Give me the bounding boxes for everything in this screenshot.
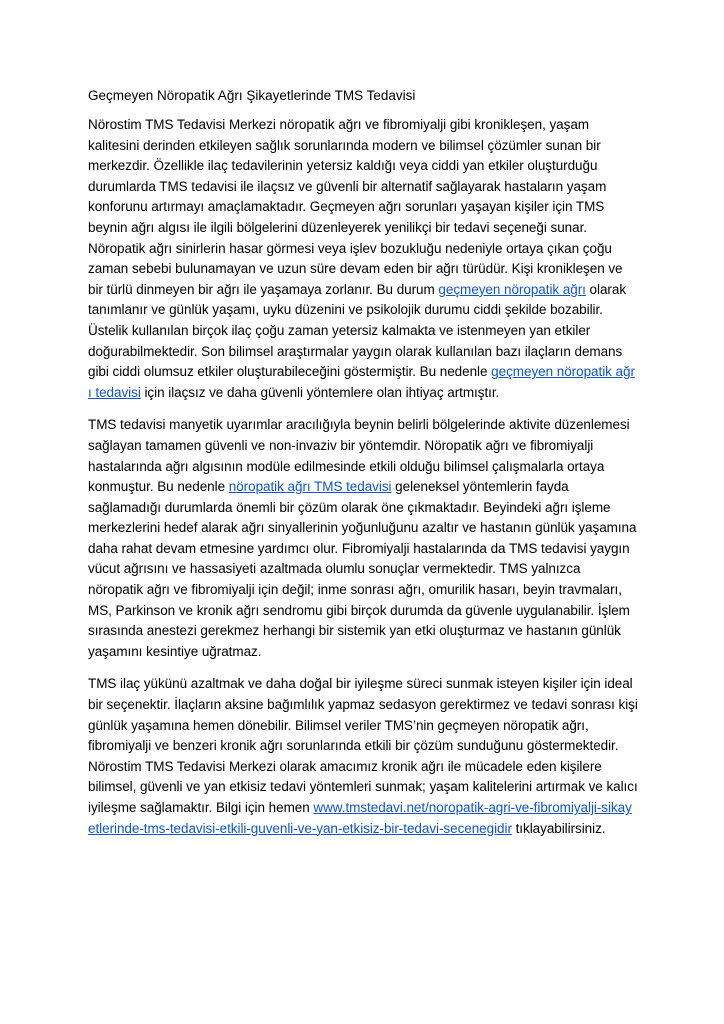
paragraph-2-text-b: geleneksel yöntemlerin fayda sağlamadığı durumlarda önemli bir çözüm olarak öne çıkmaktadır. Beyindeki ağrı işleme merkezlerini hedef alarak ağrı sinyallerinin yoğunluğunu azaltır ve hastanın günlük yaşamına daha rahat devam etmesine yardımcı olur. Fibromiyalji hastalarında da TMS tedavisi yaygın vücut ağrısını ve hassasiyeti azaltmada olumlu sonuçlar vermektedir. TMS yalnızca nöropatik ağrı ve fibromiyalji için değil; inme sonrası ağrı, omurilik hasarı, beyin travmaları, MS, Parkinson ve kronik ağrı sendromu gibi birçok durumda da güvenle uygulanabilir. İşlem sırasında anestezi gerekmez herhangi bir sistemik yan etki oluşturmaz ve hastanın günlük yaşamını kesintiye uğratmaz.	[88, 479, 637, 659]
paragraph-2	[88, 415, 638, 662]
link-tmstedavi-url[interactable]: www.tmstedavi.net/noropatik-agri-ve-fibromiyalji-sikayetlerinde-tms-tedavisi-etkili-guvenli-ve-yan-etkisiz-bir-tedavi-secenegidir	[88, 800, 632, 836]
link-gecmeyen-noropatik-agri-tedavisi[interactable]: geçmeyen nöropatik ağrı tedavisi	[88, 364, 635, 400]
paragraph-1-text-b: olarak tanımlanır ve günlük yaşamı, uyku düzenini ve psikolojik durumu ciddi şekilde bozabilir. Üstelik kullanılan birçok ilaç çoğu zaman yetersiz kalmakta ve istenmeyen yan etkiler doğurabilmektedir. Son bilimsel araştırmalar yaygın olarak kullanılan bazı ilaçların demans gibi ciddi olumsuz etkiler oluşturabileceğini göstermiştir. Bu nedenle	[88, 281, 627, 380]
link-noropatik-agri-tms-tedavisi[interactable]: nöropatik ağrı TMS tedavisi	[228, 479, 392, 495]
paragraph-1-text-a: Nörostim TMS Tedavisi Merkezi nöropatik ağrı ve fibromiyalji gibi kronikleşen, yaşam kalitesini derinden etkileyen sağlık sorunlarında modern ve bilimsel çözümler sunan bir merkezdir. Özellikle ilaç tedavilerinin yetersiz kaldığı veya ciddi yan etkiler oluşturduğu durumlarda TMS tedavisi ile ilaçsız ve güvenli bir alternatif sağlayarak hastaların yaşam konforunu artırmayı amaçlamaktadır. Geçmeyen ağrı sorunları yaşayan kişiler için TMS beynin ağrı algısı ile ilgili bölgelerini düzenleyerek yenilikçi bir tedavi seçeneği sunar. Nöropatik ağrı sinirlerin hasar görmesi veya işlev bozukluğu nedeniyle ortaya çıkan çoğu zaman sebebi bulunamayan ve uzun süre devam eden bir ağrı türüdür. Kişi kronikleşen ve bir türlü dinmeyen bir ağrı ile yaşamaya zorlanır. Bu durum	[88, 117, 623, 297]
paragraph-3	[88, 674, 638, 839]
paragraph-1-text-c: için ilaçsız ve daha güvenli yöntemlere olan ihtiyaç artmıştır.	[140, 384, 500, 400]
paragraph-2-text-a: TMS tedavisi manyetik uyarımlar aracılığıyla beynin belirli bölgelerinde aktivite düzenlemesi sağlayan tamamen güvenli ve non-invaziv bir yöntemdir. Nöropatik ağrı ve fibromiyalji hastalarında ağrı algısının modüle edilmesinde etkili olduğu bilimsel çalışmalarla ortaya konmuştur. Bu nedenle	[88, 417, 630, 495]
paragraph-3-text-a: TMS ilaç yükünü azaltmak ve daha doğal bir iyileşme süreci sunmak isteyen kişiler için ideal bir seçenektir. İlaçların aksine bağımlılık yapmaz sedasyon gerektirmez ve tedavi sonrası kişi günlük yaşamına hemen dönebilir. Bilimsel veriler TMS’nin geçmeyen nöropatik ağrı, fibromiyalji ve benzeri kronik ağrı sorunlarında etkili bir çözüm sunduğunu göstermektedir. Nörostim TMS Tedavisi Merkezi olarak amacımız kronik ağrı ile mücadele eden kişilere bilimsel, güvenli ve yan etkisiz tedavi yöntemleri sunmak; yaşam kalitelerini artırmak ve kalıcı iyileşme sağlamaktır. Bilgi için hemen	[88, 676, 638, 815]
paragraph-3-text-b: tıklayabilirsiniz.	[511, 820, 606, 836]
paragraph-1	[88, 115, 638, 403]
document-title: Geçmeyen Nöropatik Ağrı Şikayetlerinde TMS Tedavisi	[88, 88, 416, 103]
link-gecmeyen-noropatik-agri[interactable]: geçmeyen nöropatik ağrı	[438, 281, 586, 297]
